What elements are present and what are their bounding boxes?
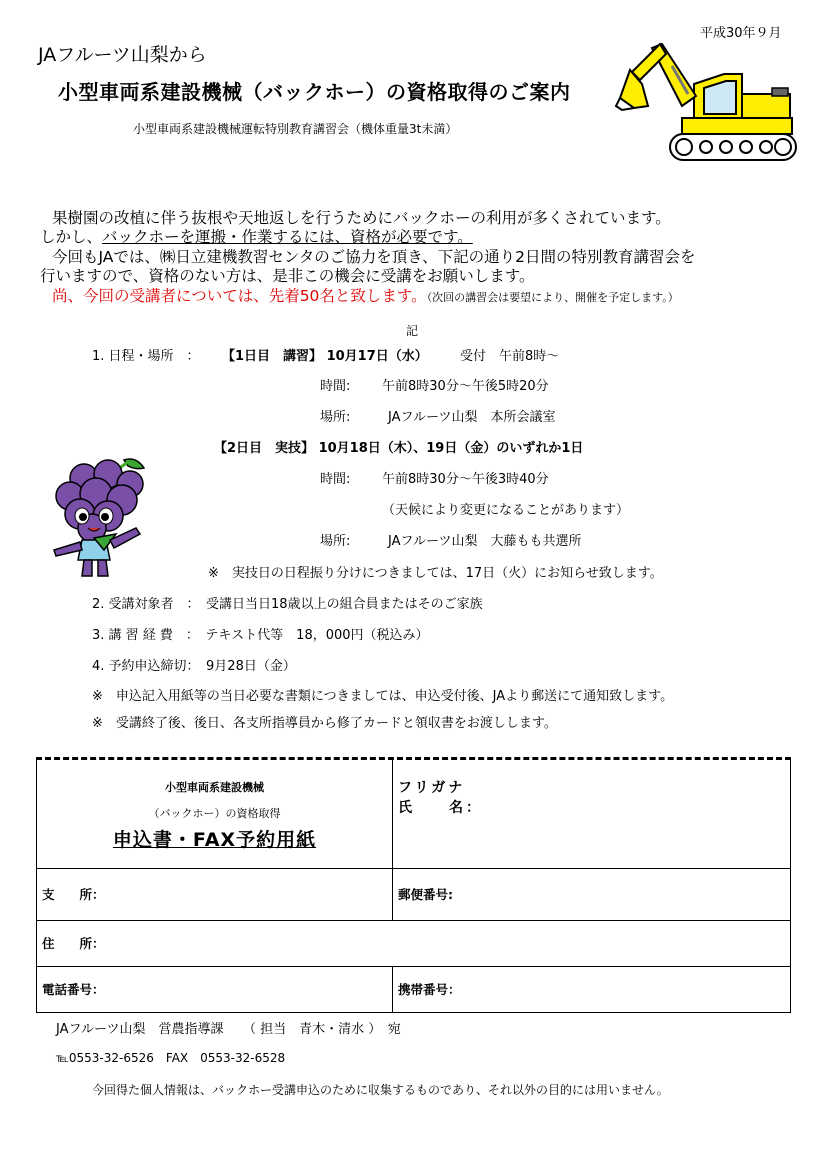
excavator-illustration (612, 36, 812, 166)
intro-line-3: 今回もJAでは、㈱日立建機教習センタのご協力を頂き、下記の通り2日間の特別教育講習会を (52, 248, 696, 266)
phone-label: 電話番号： (42, 982, 105, 997)
submission-destination: JAフルーツ山梨 営農指導課 （ 担当 青木・清水 ） 宛 (56, 1022, 401, 1037)
furigana-label: フリガナ (398, 780, 466, 797)
address-label: 住 所： (42, 936, 105, 951)
phone-field[interactable] (37, 966, 393, 1012)
day1-time: 午前8時30分～午後5時20分 (382, 379, 549, 394)
day2-place: JAフルーツ山梨 大藤もも共選所 (388, 534, 582, 549)
page-title: 小型車両系建設機械（バックホー）の資格取得のご案内 (58, 80, 571, 104)
form-head-line-1: 小型車両系建設機械 (165, 780, 264, 794)
day1-header: 【1日目 講習】 10月17日（水） (222, 349, 428, 364)
target-participants: 2. 受講対象者 ： 受講日当日18歳以上の組合員またはそのご家族 (92, 597, 483, 612)
certificate-note: ※ 受講終了後、後日、各支所指導員から修了カードと領収書をお渡しします。 (92, 716, 557, 731)
intro-line-4: 行いますので、資格のない方は、是非この機会に受講をお願いします。 (40, 267, 535, 285)
branch-field[interactable] (37, 868, 393, 920)
contact-numbers: ℡0553-32-6526 FAX 0553-32-6528 (56, 1051, 286, 1065)
next-session-note: （次回の講習会は要望により、開催を予定します。） (426, 291, 679, 304)
day2-time-label: 時間: (320, 472, 351, 487)
branch-label: 支 所： (42, 887, 105, 902)
form-title: 申込書・FAX予約用紙 (112, 828, 317, 851)
page-subtitle: 小型車両系建設機械運転特別教育講習会（機体重量3t未満） (133, 122, 458, 136)
form-head-line-2: （バックホー）の資格取得 (148, 806, 281, 820)
postal-code-label: 郵便番号: (398, 887, 453, 902)
intro-line-5 (52, 284, 679, 306)
name-label: 氏 名： (398, 800, 483, 817)
day2-header: 【2日目 実技】 10月18日（木）、19日（金）のいずれか1日 (214, 441, 584, 456)
day1-time-label: 時間: (320, 379, 351, 394)
day1-place-label: 場所: (320, 410, 351, 425)
form-header-cell (37, 759, 393, 868)
address-field[interactable] (37, 920, 791, 966)
postal-code-field[interactable] (393, 868, 791, 920)
grape-mascot-illustration (44, 452, 164, 580)
course-fee: 3. 講 習 経 費 ： テキスト代等 18，000円（税込み） (92, 628, 429, 643)
name-field[interactable] (393, 759, 791, 868)
application-deadline: 4. 予約申込締切： 9月28日（金） (92, 659, 296, 674)
mobile-label: 携帯番号： (398, 982, 461, 997)
ki-heading: 記 (406, 324, 419, 338)
issue-date: 平成30年９月 (700, 26, 782, 41)
day2-weather-note: （天候により変更になることがあります） (382, 503, 630, 518)
intro-line-1: 果樹園の改植に伴う抜根や天地返しを行うためにバックホーの利用が多くされています。 (52, 209, 671, 227)
schedule-label: 1. 日程・場所 ： (92, 349, 200, 364)
organization-name: JAフルーツ山梨から (38, 44, 207, 66)
intro-line-2-prefix: しかし、 (40, 228, 103, 246)
day2-time: 午前8時30分～午後3時40分 (382, 472, 549, 487)
privacy-notice: 今回得た個人情報は、バックホー受講申込のために収集するものであり、それ以外の目的には用いません。 (92, 1083, 669, 1097)
intro-line-2 (40, 225, 473, 247)
day1-reception: 受付 午前8時～ (460, 349, 560, 364)
capacity-notice: 尚、今回の受講者については、先着50名と致します。 (52, 287, 427, 305)
day2-place-label: 場所: (320, 534, 351, 549)
day2-assignment-note: ※ 実技日の日程振り分けにつきましては、17日（火）にお知らせ致します。 (208, 566, 663, 581)
day1-place: JAフルーツ山梨 本所会議室 (388, 410, 556, 425)
application-form (36, 759, 791, 1013)
mobile-field[interactable] (393, 966, 791, 1012)
intro-line-2-underlined: バックホーを運搬・作業するには、資格が必要です。 (102, 228, 473, 246)
documents-note: ※ 申込記入用紙等の当日必要な書類につきましては、申込受付後、JAより郵送にて通知致します。 (92, 689, 674, 704)
